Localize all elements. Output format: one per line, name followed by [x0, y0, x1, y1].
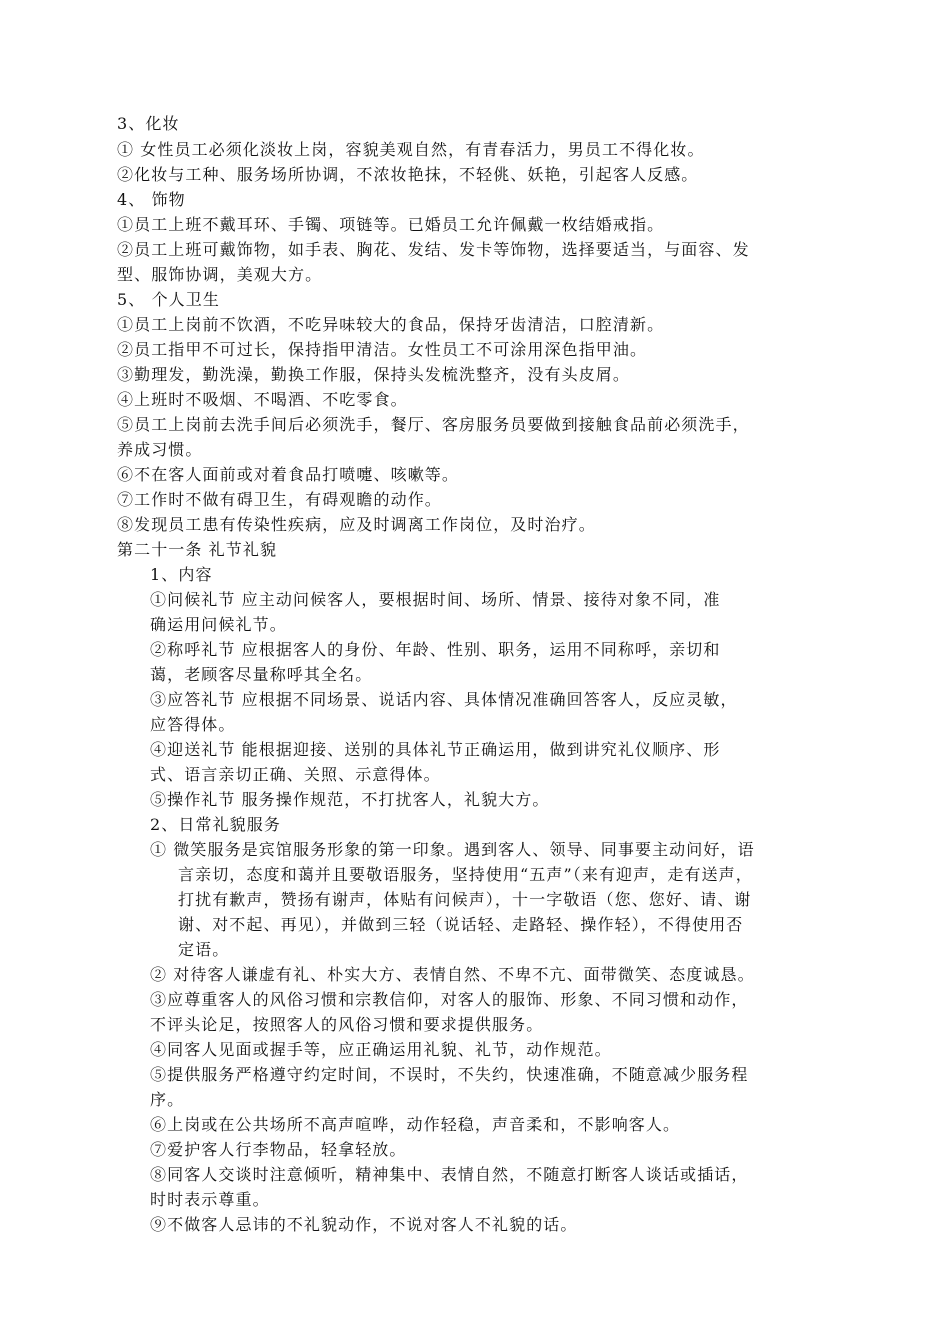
text-line: ③勤理发，勤洗澡，勤换工作服，保持头发梳洗整齐，没有头皮屑。	[117, 365, 631, 384]
text-line: ⑧发现员工患有传染性疾病，应及时调离工作岗位，及时治疗。	[117, 515, 596, 534]
text-line: ②员工指甲不可过长，保持指甲清洁。女性员工不可涂用深色指甲油。	[117, 340, 648, 359]
text-line: 序。	[150, 1090, 185, 1109]
text-line: ②称呼礼节 应根据客人的身份、年龄、性别、职务，运用不同称呼，亲切和	[150, 640, 721, 659]
text-line: 养成习惯。	[117, 440, 203, 459]
section-content-heading: 1、内容	[150, 565, 213, 584]
text-line: ⑥不在客人面前或对着食品打喷嚏、咳嗽等。	[117, 465, 460, 484]
text-line: ②化妆与工种、服务场所协调，不浓妆艳抹，不轻佻、妖艳，引起客人反感。	[117, 165, 699, 184]
text-line: ② 对待客人谦虚有礼、朴实大方、表情自然、不卑不亢、面带微笑、态度诚恳。	[150, 965, 755, 984]
article-21-heading: 第二十一条 礼节礼貌	[117, 540, 278, 559]
text-line: ⑦爱护客人行李物品，轻拿轻放。	[150, 1140, 407, 1159]
text-line: ⑥上岗或在公共场所不高声喧哗，动作轻稳，声音柔和，不影响客人。	[150, 1115, 681, 1134]
text-line: ① 微笑服务是宾馆服务形象的第一印象。遇到客人、领导、同事要主动问好，语	[150, 840, 755, 859]
text-line: ③应尊重客人的风俗习惯和宗教信仰，对客人的服饰、形象、不同习惯和动作，	[150, 990, 749, 1009]
text-line: 言亲切，态度和蔼并且要敬语服务，坚持使用“五声”（来有迎声，走有送声，	[178, 865, 753, 884]
text-line: 不评头论足，按照客人的风俗习惯和要求提供服务。	[150, 1015, 544, 1034]
text-line: ①员工上岗前不饮酒，不吃异味较大的食品，保持牙齿清洁，口腔清新。	[117, 315, 665, 334]
text-line: 应答得体。	[150, 715, 236, 734]
text-line: ⑨不做客人忌讳的不礼貌动作，不说对客人不礼貌的话。	[150, 1215, 578, 1234]
section-courtesy-heading: 2、日常礼貌服务	[150, 815, 281, 834]
text-line: ④上班时不吸烟、不喝酒、不吃零食。	[117, 390, 408, 409]
text-line: ① 女性员工必须化淡妆上岗，容貌美观自然，有青春活力，男员工不得化妆。	[117, 140, 705, 159]
text-line: 谢、对不起、再见），并做到三轻（说话轻、走路轻、操作轻），不得使用否	[178, 915, 744, 934]
text-line: 式、语言亲切正确、关照、示意得体。	[150, 765, 441, 784]
text-line: ④同客人见面或握手等，应正确运用礼貌、礼节，动作规范。	[150, 1040, 612, 1059]
heading-accessories: 4、 饰物	[117, 190, 186, 209]
text-line: ①员工上班不戴耳环、手镯、项链等。已婚员工允许佩戴一枚结婚戒指。	[117, 215, 665, 234]
text-line: 型、服饰协调，美观大方。	[117, 265, 323, 284]
text-line: 确运用问候礼节。	[150, 615, 287, 634]
text-line: 定语。	[178, 940, 230, 959]
text-line: ②员工上班可戴饰物，如手表、胸花、发结、发卡等饰物，选择要适当，与面容、发	[117, 240, 750, 259]
text-line: ④迎送礼节 能根据迎接、送别的具体礼节正确运用，做到讲究礼仪顺序、形	[150, 740, 721, 759]
text-line: ⑧同客人交谈时注意倾听，精神集中、表情自然，不随意打断客人谈话或插话，	[150, 1165, 749, 1184]
heading-makeup: 3、化妆	[117, 114, 180, 133]
text-line: ③应答礼节 应根据不同场景、说话内容、具体情况准确回答客人，反应灵敏，	[150, 690, 738, 709]
text-line: 时时表示尊重。	[150, 1190, 270, 1209]
text-line: ⑤操作礼节 服务操作规范，不打扰客人，礼貌大方。	[150, 790, 550, 809]
heading-hygiene: 5、 个人卫生	[117, 290, 220, 309]
text-line: ⑦工作时不做有碍卫生，有碍观瞻的动作。	[117, 490, 442, 509]
text-line: ⑤提供服务严格遵守约定时间，不误时，不失约，快速准确，不随意减少服务程	[150, 1065, 749, 1084]
text-line: 蔼，老顾客尽量称呼其全名。	[150, 665, 373, 684]
text-line: ⑤员工上岗前去洗手间后必须洗手，餐厅、客房服务员要做到接触食品前必须洗手，	[117, 415, 750, 434]
text-line: 打扰有歉声，赞扬有谢声，体贴有问候声），十一字敬语（您、您好、请、谢	[178, 890, 752, 909]
text-line: ①问候礼节 应主动问候客人，要根据时间、场所、情景、接待对象不同，准	[150, 590, 721, 609]
